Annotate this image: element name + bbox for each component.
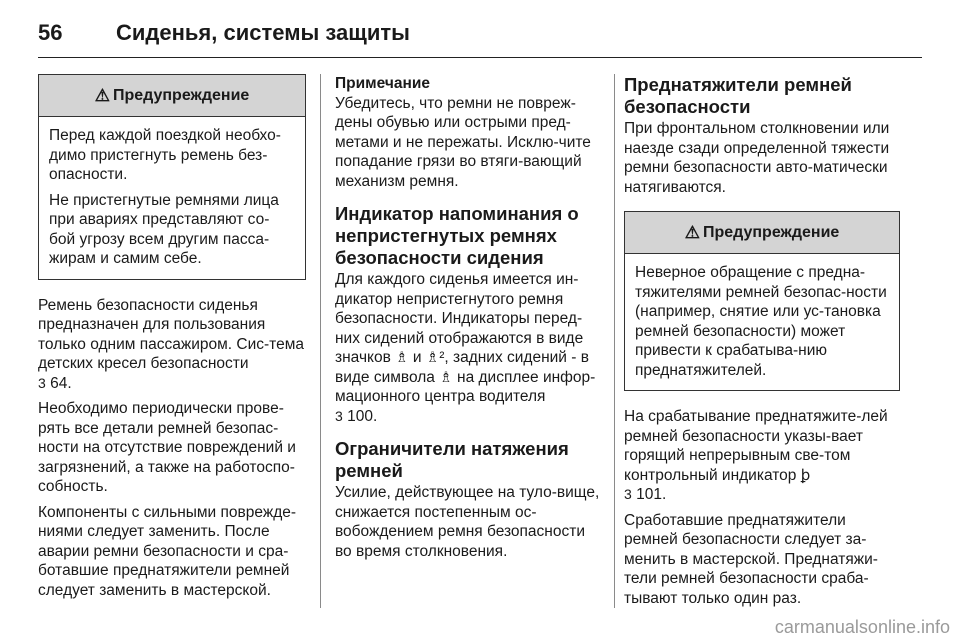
cross-reference-link[interactable]: 101. [636,486,667,503]
page-header [38,6,922,58]
paragraph: Сработавшие преднатяжители ремней безопасности следует за-менить в мастерской. Преднатяжи-тели ремней безопасности сраба-тывают только один раз. [624,511,878,607]
paragraph-text: на дисплее инфор-мационного центра водителя [335,368,596,405]
warning-body [39,117,305,279]
paragraph [624,407,900,505]
paragraph [38,296,306,394]
column-1 [38,74,306,606]
warning-header [625,212,899,254]
warning-icon: ⚠ [94,85,110,105]
note-text: Убедитесь, что ремни не повреж-дены обувью или острыми пред-метами и не пережаты. Исклю-чите попадание грязи во втяги-вающий механизм ремня. [335,94,591,190]
seat-belt-reminder-icon: ♗ [439,368,453,386]
paragraph: Компоненты с сильными поврежде-ниями следует заменить. После аварии ремни безопасности и сра-ботавшие преднатяжители ремней следует заменить в мастерской. [38,503,297,599]
column-3 [624,74,900,614]
note-title: Примечание [335,75,430,92]
warning-text: Не пристегнутые ремнями лица при авариях представляют со-бой угрозу всем другим пасса-жирам и самим себе. [49,191,279,267]
warning-box [38,74,306,280]
subsection-heading: Индикатор напоминания о непристегнутых ремнях безопасности сидения [335,203,579,268]
paragraph-text: Ремень безопасности сиденья предназначен для пользования только одним пассажиром. Сис-тема детских кресел безопасности [38,296,304,372]
warning-title: Предупреждение [112,86,250,104]
column-divider [614,74,615,608]
warning-box [624,211,900,391]
subsection-heading: Преднатяжители ремней безопасности [624,74,852,117]
cross-reference-arrow-icon: 3 [335,407,343,424]
warning-text: Неверное обращение с предна-тяжителями ремней безопас-ности (например, снятие или ус-тановка ремней безопасности) может привести к срабатыва-нию преднатяжителей. [635,264,887,379]
cross-reference-arrow-icon: 3 [624,486,632,502]
warning-header [39,75,305,117]
watermark: carmanualsonline.info [774,617,950,637]
warning-icon: ⚠ [684,222,700,242]
column-divider [320,74,321,608]
paragraph: При фронтальном столкновении или наезде сзади определенной тяжести ремни безопасности авто-матически натягиваются. [624,120,890,196]
paragraph-text: Для каждого сиденья имеется ин-дикатор непристегнутого ремня безопасности. Индикаторы перед-них сидений отображаются в виде значков [335,271,584,366]
paragraph: Необходимо периодически прове-рять все детали ремней безопас-ности на отсутствие повреждений и загрязнений, а также на работоспо-собность. [38,400,296,495]
paragraph-text: и [412,349,422,366]
seat-belt-reminder-icon: ♗ [395,349,409,366]
seat-belt-reminder-2-icon: ♗² [425,349,445,366]
section-title: Сиденья, системы защиты [116,20,410,45]
cross-reference-link[interactable]: 64. [50,374,72,392]
cross-reference-link[interactable]: 100. [347,407,378,425]
belt-pretensioner-icon: ꝧ [800,466,811,484]
paragraph-text: На срабатывание преднатяжите-лей ремней безопасности указы-вает горящий непрерывным све-том контрольный индикатор [624,408,888,484]
column-2 [335,74,603,567]
page-number: 56 [38,20,63,45]
subsection-heading: Ограничители натяжения ремней [335,438,569,481]
paragraph: Усилие, действующее на туло-вище, снижается постепенным ос-вобождением ремня безопасности во время столкновения. [335,484,600,560]
paragraph-text: , задних сидений - в виде символа [335,349,589,386]
cross-reference-arrow-icon: 3 [38,374,46,391]
warning-title: Предупреждение [702,223,840,241]
paragraph [335,270,603,426]
warning-body [625,254,899,390]
warning-text: Перед каждой поездкой необхо-димо пристегнуть ремень без-опасности. [49,127,281,183]
